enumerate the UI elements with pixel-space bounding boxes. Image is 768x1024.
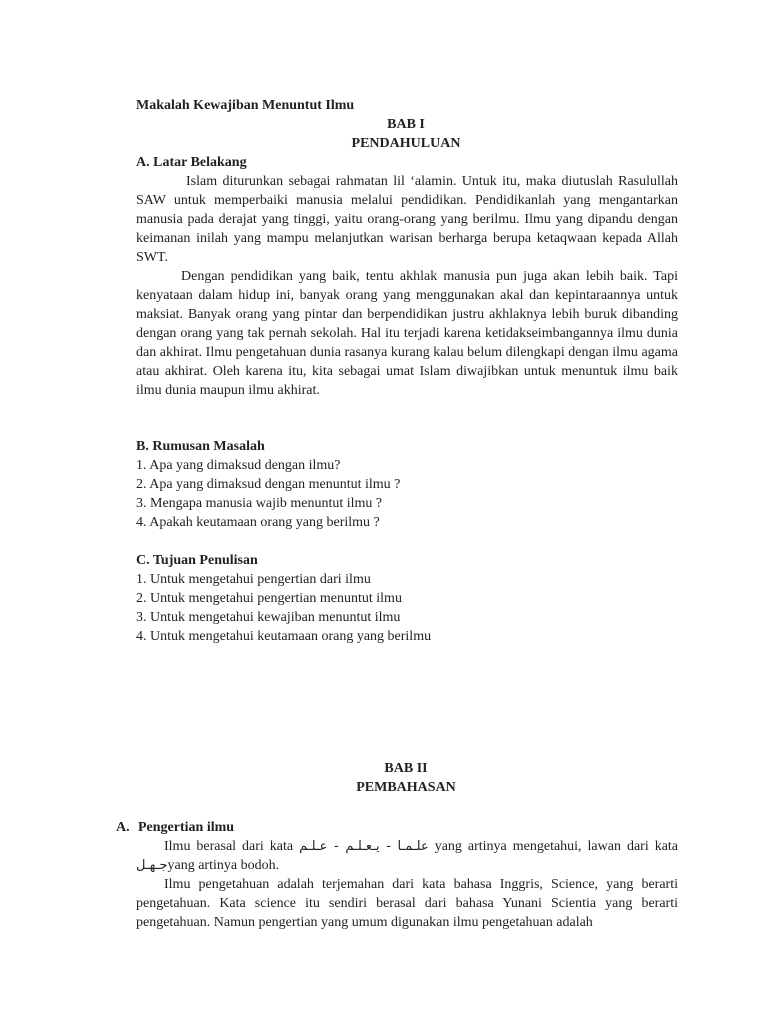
section-c-heading: C. Tujuan Penulisan (136, 553, 258, 568)
text-span: Ilmu berasal dari kata (164, 839, 294, 854)
section-number: A. (116, 820, 130, 835)
list-item: 3. Untuk mengetahui kewajiban menuntut ilmu (136, 610, 401, 625)
list-item: 1. Untuk mengetahui pengertian dari ilmu (136, 572, 371, 587)
bab2-title: PEMBAHASAN (356, 780, 456, 795)
section-b-heading: B. Rumusan Masalah (136, 439, 265, 454)
list-item: 2. Untuk mengetahui pengertian menuntut ilmu (136, 591, 402, 606)
latar-belakang-paragraph-1: Islam diturunkan sebagai rahmatan lil ‘alamin. Untuk itu, maka diutuslah Rasulullah SAW untuk memperbaiki manusia melalui pendidikan. Pendidikanlah yang mengantarkan manusia pada derajat yang tinggi, yaitu orang-orang yang berilmu. Ilmu yang dipandu dengan keimanan inilah yang mampu melanjutkan warisan berharga berupa ketaqwaan kepada Allah SWT. (136, 174, 678, 265)
bab1-content (136, 153, 678, 400)
tujuan-penulisan-list (136, 570, 678, 646)
arabic-text: علـمـا - يـعـلـم - عـلـم (299, 839, 429, 854)
bab1-label: BAB I (387, 117, 425, 132)
rumusan-masalah-list (136, 456, 678, 532)
text-span: yang artinya bodoh. (167, 858, 280, 873)
list-item: 4. Untuk mengetahui keutamaan orang yang berilmu (136, 629, 432, 644)
document-title: Makalah Kewajiban Menuntut Ilmu (136, 98, 355, 113)
bab2-label: BAB II (384, 761, 428, 776)
arabic-text: جـهـل (136, 858, 168, 873)
list-item: 4. Apakah keutamaan orang yang berilmu ? (136, 515, 380, 530)
latar-belakang-paragraph-2: Dengan pendidikan yang baik, tentu akhlak manusia pun juga akan lebih baik. Tapi kenyataan dalam hidup ini, banyak orang yang menggunakan akal dan kepintaraannya untuk maksiat. Banyak orang yang pintar dan berpendidikan justru akhlaknya lebih buruk dibanding dengan orang yang tak pernah sekolah. Hal itu terjadi karena ketidakseimbangannya ilmu dunia dan akhirat. Ilmu pengetahuan dunia rasanya kurang kalau belum dilengkapi dengan ilmu agama atau akhirat. Oleh karena itu, kita sebagai umat Islam diwajibkan untuk menuntuk ilmu baik ilmu dunia maupun ilmu akhirat. (136, 269, 678, 398)
section-a-heading: A. Latar Belakang (136, 155, 247, 170)
bab1-title: PENDAHULUAN (351, 136, 461, 151)
text-span: yang artinya mengetahui, lawan dari kata (434, 839, 679, 854)
rumusan-masalah-section (136, 437, 678, 532)
bab2-content (136, 837, 678, 932)
tujuan-penulisan-section (136, 551, 678, 646)
pengertian-ilmu-paragraph-2: Ilmu pengetahuan adalah terjemahan dari kata bahasa Inggris, Science, yang berarti pengetahuan. Kata science itu sendiri berasal dari bahasa Yunani Scientia yang berarti pengetahuan. Namun pengertian yang umum digunakan ilmu pengetahuan adalah (136, 877, 678, 930)
pengertian-ilmu-paragraph-1 (136, 837, 678, 875)
list-item: 3. Mengapa manusia wajib menuntut ilmu ? (136, 496, 383, 511)
bab2-section-a-heading (116, 818, 234, 837)
list-item: 1. Apa yang dimaksud dengan ilmu? (136, 458, 341, 473)
list-item: 2. Apa yang dimaksud dengan menuntut ilmu ? (136, 477, 401, 492)
section-heading-text: Pengertian ilmu (138, 820, 235, 835)
